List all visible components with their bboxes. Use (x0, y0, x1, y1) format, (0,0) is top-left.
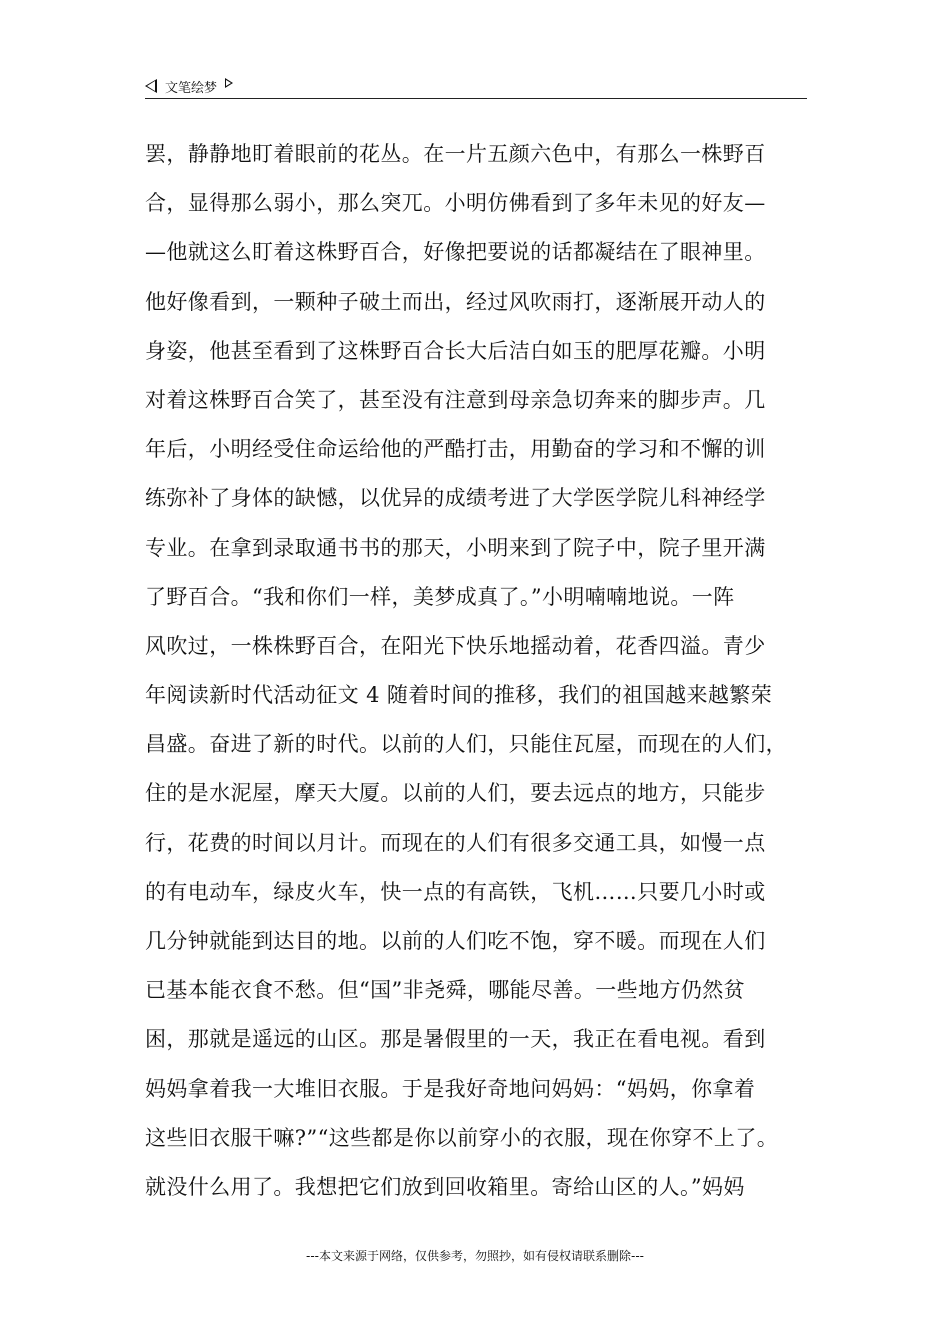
text-line: 年后，小明经受住命运给他的严酷打击，用勤奋的学习和不懈的训 (145, 437, 766, 462)
text-line: 他好像看到，一颗种子破土而出，经过风吹雨打，逐渐展开动人的 (145, 289, 766, 314)
text-line: 风吹过，一株株野百合，在阳光下快乐地摇动着，花香四溢。青少 (145, 633, 766, 658)
text-line: —他就这么盯着这株野百合，好像把要说的话都凝结在了眼神里。 (145, 240, 766, 265)
text-line: 身姿，他甚至看到了这株野百合长大后洁白如玉的肥厚花瓣。小明 (145, 338, 766, 363)
footer-notice: ---本文来源于网络，仅供参考，勿照抄，如有侵权请联系删除--- (306, 1249, 644, 1263)
triangle-right-icon (225, 78, 233, 88)
body-text (145, 130, 807, 1212)
text-line: 专业。在拿到录取通书书的那天，小明来到了院子中，院子里开满 (145, 535, 766, 560)
text-line: 几分钟就能到达目的地。以前的人们吃不饱，穿不暖。而现在人们 (145, 929, 766, 953)
text-line: 这些旧衣服干嘛?”“这些都是你以前穿小的衣服，现在你穿不上了。 (145, 1125, 779, 1150)
text-line: 合，显得那么弱小，那么突兀。小明仿佛看到了多年未见的好友— (145, 191, 766, 216)
page-header (145, 74, 807, 99)
text-line: 住的是水泥屋，摩天大厦。以前的人们，要去远点的地方，只能步 (145, 781, 766, 806)
text-line: 昌盛。奋进了新的时代。以前的人们，只能住瓦屋，而现在的人们， (145, 732, 787, 757)
text-line: 练弥补了身体的缺憾，以优异的成绩考进了大学医学院儿科神经学 (145, 486, 766, 511)
text-line: 了野百合。“我和你们一样，美梦成真了。”小明喃喃地说。一阵 (145, 584, 735, 609)
text-line: 年阅读新时代活动征文 4 随着时间的推移，我们的祖国越来越繁荣 (145, 683, 773, 708)
text-line: 妈妈拿着我一大堆旧衣服。于是我好奇地问妈妈：“妈妈，你拿着 (145, 1076, 756, 1101)
text-line: 罢，静静地盯着眼前的花丛。在一片五颜六色中，有那么一株野百 (145, 142, 766, 166)
text-line: 行，花费的时间以月计。而现在的人们有很多交通工具，如慢一点 (145, 830, 766, 855)
text-line: 已基本能衣食不愁。但“国”非尧舜，哪能尽善。一些地方仍然贫 (145, 978, 746, 1003)
text-line: 的有电动车，绿皮火车，快一点的有高铁，飞机……只要几小时或 (145, 879, 766, 904)
text-line: 对着这株野百合笑了，甚至没有注意到母亲急切奔来的脚步声。几 (145, 387, 766, 412)
text-line: 困，那就是遥远的山区。那是暑假里的一天，我正在看电视。看到 (145, 1027, 766, 1052)
text-line: 就没什么用了。我想把它们放到回收箱里。寄给山区的人。”妈妈 (145, 1174, 745, 1199)
triangle-left-icon (145, 79, 157, 93)
header-title: 文笔绘梦 (165, 80, 218, 96)
